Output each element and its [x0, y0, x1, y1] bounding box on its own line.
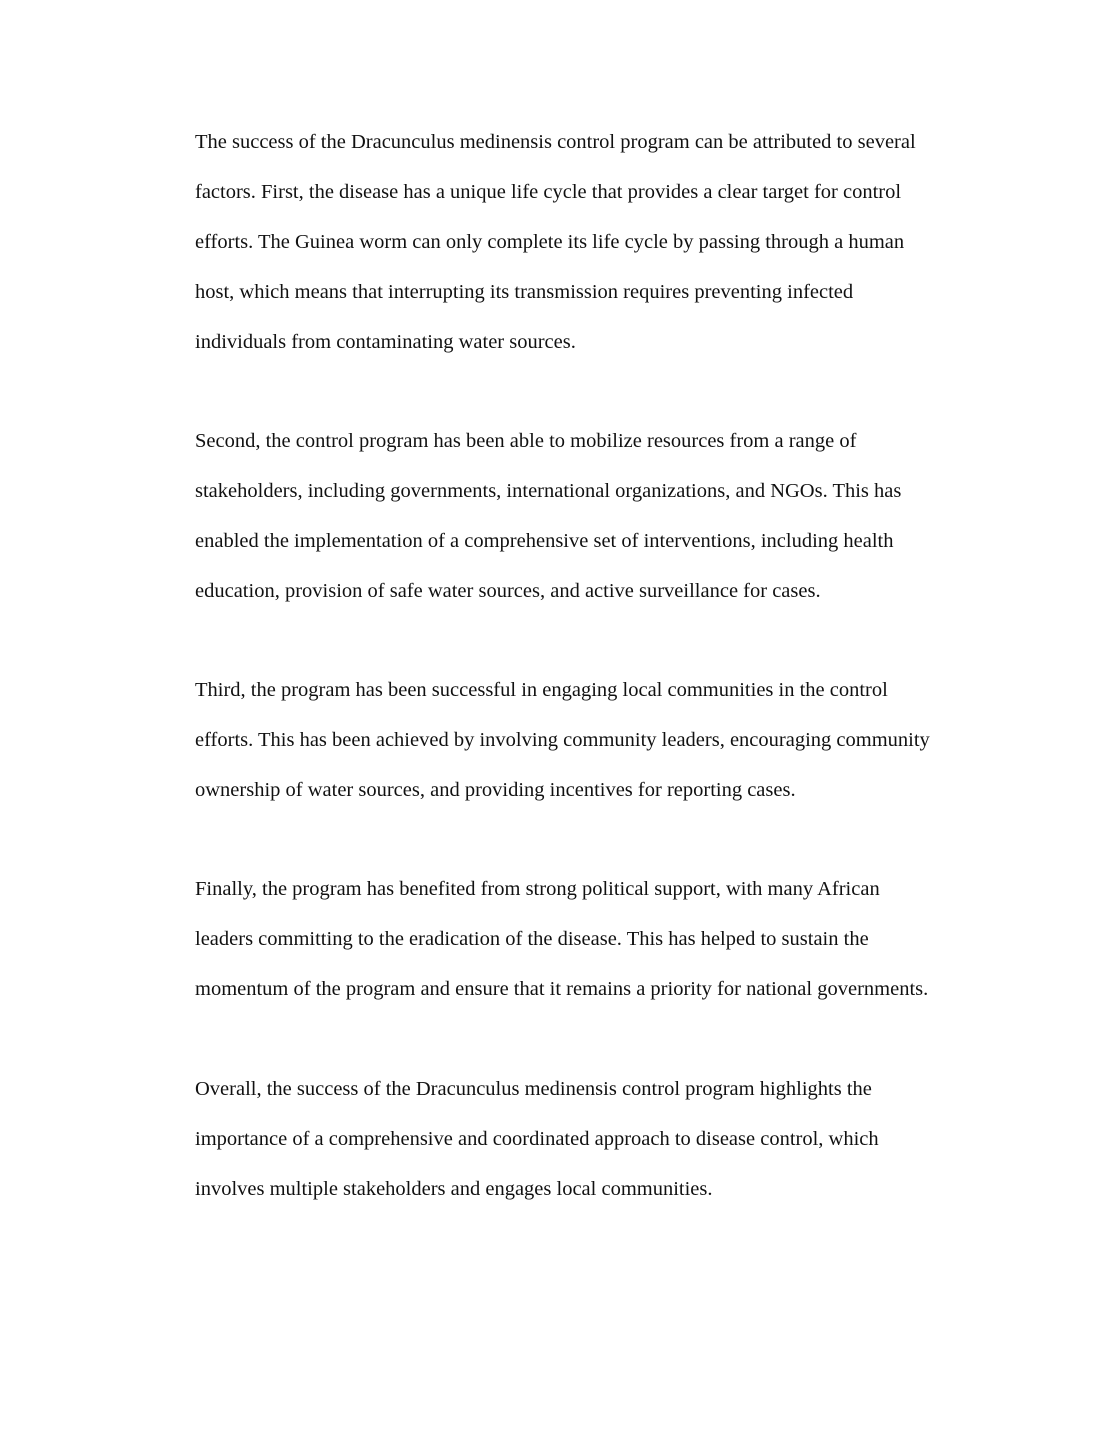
- paragraph-success-factors: [195, 118, 916, 367]
- text-line: factors. First, the disease has a unique life cycle that provides a clear target for control: [195, 180, 902, 203]
- text-line: involves multiple stakeholders and engages local communities.: [195, 1177, 713, 1200]
- paragraph-overall: [195, 1065, 879, 1215]
- text-line: Second, the control program has been able to mobilize resources from a range of: [195, 430, 857, 452]
- text-line: importance of a comprehensive and coordinated approach to disease control, which: [195, 1127, 879, 1150]
- text-line: individuals from contaminating water sources.: [195, 330, 576, 353]
- text-line: efforts. The Guinea worm can only complete its life cycle by passing through a human: [195, 230, 905, 253]
- text-line: enabled the implementation of a comprehensive set of interventions, including health: [195, 529, 894, 552]
- text-line: leaders committing to the eradication of the disease. This has helped to sustain the: [195, 927, 869, 950]
- paragraph-resources: [195, 417, 901, 617]
- text-line: Third, the program has been successful in engaging local communities in the control: [195, 679, 888, 701]
- text-line: ownership of water sources, and providing incentives for reporting cases.: [195, 778, 796, 801]
- text-line: efforts. This has been achieved by involving community leaders, encouraging community: [195, 728, 930, 751]
- text-line: The success of the Dracunculus medinensis control program can be attributed to several: [195, 131, 916, 153]
- text-line: education, provision of safe water sources, and active surveillance for cases.: [195, 579, 821, 602]
- text-line: momentum of the program and ensure that it remains a priority for national governments.: [195, 977, 929, 1000]
- text-line: Overall, the success of the Dracunculus medinensis control program highlights the: [195, 1078, 872, 1100]
- text-line: stakeholders, including governments, international organizations, and NGOs. This has: [195, 479, 902, 502]
- paragraph-communities: [195, 666, 930, 816]
- text-line: host, which means that interrupting its transmission requires preventing infected: [195, 280, 854, 303]
- paragraph-political-support: [195, 865, 928, 1015]
- text-line: Finally, the program has benefited from strong political support, with many African: [195, 878, 880, 900]
